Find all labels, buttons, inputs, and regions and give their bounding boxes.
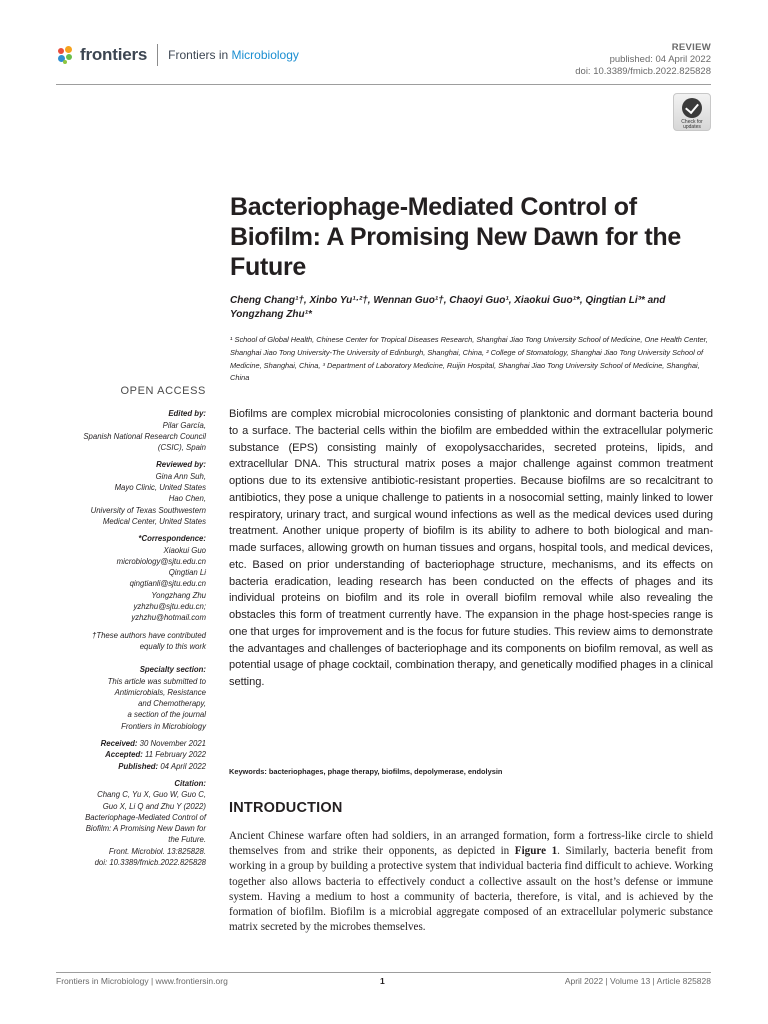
received-date: Received: 30 November 2021 (100, 739, 206, 749)
article-meta (575, 42, 711, 78)
editor-line: Spanish National Research Council (83, 431, 206, 441)
correspondent-email-link[interactable]: qingtianli@sjtu.edu.cn (129, 579, 206, 589)
badge-label: Check for updates (681, 119, 703, 130)
specialty-line: and Chemotherapy, (138, 699, 206, 709)
footer-journal-link[interactable]: Frontiers in Microbiology | www.frontiersin.org (56, 976, 228, 986)
specialty-line: Frontiers in Microbiology (121, 721, 206, 731)
published-date-sidebar: Published: 04 April 2022 (118, 761, 206, 771)
correspondent-name: Xiaokui Guo (163, 545, 206, 555)
edited-by-label: Edited by: (168, 409, 206, 419)
specialty-line: Antimicrobials, Resistance (114, 687, 206, 697)
citation-doi-link[interactable]: doi: 10.3389/fmicb.2022.825828 (94, 857, 206, 867)
affiliations: ¹ School of Global Health, Chinese Center for Tropical Diseases Research, Shanghai Jiao Tong University School of Medicine, One Health Center, Shanghai Jiao Tong University-The University of Edinburgh, Shanghai, China, ² College of Stomatology, Shanghai Jiao Tong University School of Medicine, Shanghai, China, ³ Department of Laboratory Medicine, Ruijin Hospital, Shanghai Jiao Tong University School of Medicine, Shanghai, China (230, 335, 708, 383)
abstract: Biofilms are complex microbial microcolonies consisting of planktonic and dormant bacteria bound to a surface. The bacterial cells within the biofilm are embedded within the extracellular polymeric substance (EPS) consisting mainly of exopolysaccharides, secreted proteins, lipids, and extracellular DNA. This structural matrix poses a major challenge against common treatment options due to its extensive antibiotic-resistant properties. Because biofilms are so recalcitrant to antibiotics, they pose a unique challenge to patients in a nosocomial setting, mainly linked to lower respiratory, urinary tract, and surgical wound infections as well as the medical devices used during treatment. Another unique property of biofilm is its ability to adhere to both biological and man-made surfaces, allowing growth on human tissues and organs, hospital tools, and medical devices, etc. Based on prior understanding of bacteriophage structure, mechanisms, and its effects on bacteria eradication, leading research has been conducted on the effects of phages and its individual proteins on biofilm and its role in overall biofilm removal while also revealing the obstacles this form of treatment currently have. The expansion in the phage host-species range is one that urges for improvement and is the focus for future studies. This review aims to demonstrate the advantages and challenges of bacteriophage and its components on biofilm removal, as well as potential usage of phage cocktail, combination therapy, and genetically modified phages in a clinical setting. (229, 408, 713, 688)
section-heading: INTRODUCTION (229, 800, 343, 816)
header-divider (56, 84, 711, 85)
specialty-line: This article was submitted to (107, 676, 206, 686)
frontiers-logo-icon (56, 45, 76, 65)
journal-logo[interactable] (56, 44, 299, 66)
citation-label: Citation: (174, 778, 206, 788)
citation-line: Chang C, Yu X, Guo W, Guo C, (97, 790, 206, 800)
correspondent-name: Qingtian Li (168, 568, 206, 578)
published-date: published: 04 April 2022 (609, 54, 711, 65)
specialty-line: a section of the journal (127, 710, 206, 720)
correspondent-email-link[interactable]: yzhzhu@hotmail.com (131, 613, 206, 623)
citation-line: the Future. (168, 835, 206, 845)
reviewer-line: University of Texas Southwestern (90, 505, 206, 515)
keywords: Keywords: bacteriophages, phage therapy, biofilms, depolymerase, endolysin (229, 767, 503, 776)
editor-line: (CSIC), Spain (157, 443, 206, 453)
article-info-sidebar (56, 386, 206, 868)
correspondent-email-link[interactable]: microbiology@sjtu.edu.cn (116, 556, 206, 566)
article-title: Bacteriophage-Mediated Control of Biofilm: A Promising New Dawn for the Future (230, 193, 681, 281)
correspondent-name: Yongzhang Zhu (151, 590, 206, 600)
equal-contribution-note: equally to this work (139, 641, 206, 651)
page-number: 1 (380, 976, 385, 986)
author-list: Cheng Chang¹†, Xinbo Yu¹·²†, Wennan Guo¹†, Chaoyi Guo¹, Xiaokui Guo¹*, Qingtian Li³* and Yongzhang Zhu¹* (230, 295, 666, 320)
check-updates-icon (682, 98, 702, 118)
journal-name: Frontiers in Microbiology (168, 48, 299, 62)
logo-divider (157, 44, 158, 66)
figure-1-link[interactable]: Figure 1 (514, 845, 558, 858)
reviewer-line: Hao Chen, (168, 494, 206, 504)
reviewer-line: Mayo Clinic, United States (114, 483, 206, 493)
editor-line: Pilar García, (162, 420, 206, 430)
introduction-paragraph: Ancient Chinese warfare often had soldiers, in an arranged formation, form a fortress-like circle to shield themselves from and strike their opponents, as depicted in Figure 1. Similarly, bacteria benefit from working in a group by building a protective system that individual bacteria find difficult to achieve. Working together also allows bacteria to effectively conduct a collective assault on the host’s defense or immune system. Having a medium to host a community of bacteria, therefore, is vital, and is achieved by the formation of biofilm. Biofilm is a microbial aggregate composed of an extracellular polymeric substance matrix secreted by the microbes themselves. (229, 830, 713, 934)
footer-divider (56, 972, 711, 973)
check-for-updates-button[interactable] (673, 93, 711, 131)
brand-name: frontiers (80, 45, 148, 64)
citation-line: Biofilm: A Promising New Dawn for (85, 824, 206, 834)
correspondence-label: *Correspondence: (138, 534, 206, 544)
article-doi[interactable]: doi: 10.3389/fmicb.2022.825828 (575, 66, 711, 77)
reviewer-line: Medical Center, United States (102, 516, 206, 526)
correspondent-email-link[interactable]: yzhzhu@sjtu.edu.cn; (133, 602, 206, 612)
reviewed-by-label: Reviewed by: (156, 460, 206, 470)
specialty-label: Specialty section: (139, 665, 206, 675)
open-access-label: OPEN ACCESS (120, 385, 206, 397)
citation-line: Guo X, Li Q and Zhu Y (2022) (102, 801, 206, 811)
article-type: REVIEW (671, 42, 711, 53)
accepted-date: Accepted: 11 February 2022 (105, 750, 206, 760)
citation-line: Front. Microbiol. 13:825828. (108, 846, 206, 856)
equal-contribution-note: †These authors have contributed (92, 630, 206, 640)
footer-issue-info: April 2022 | Volume 13 | Article 825828 (564, 976, 711, 986)
reviewer-line: Gina Ann Suh, (155, 471, 206, 481)
citation-line: Bacteriophage-Mediated Control of (85, 812, 206, 822)
